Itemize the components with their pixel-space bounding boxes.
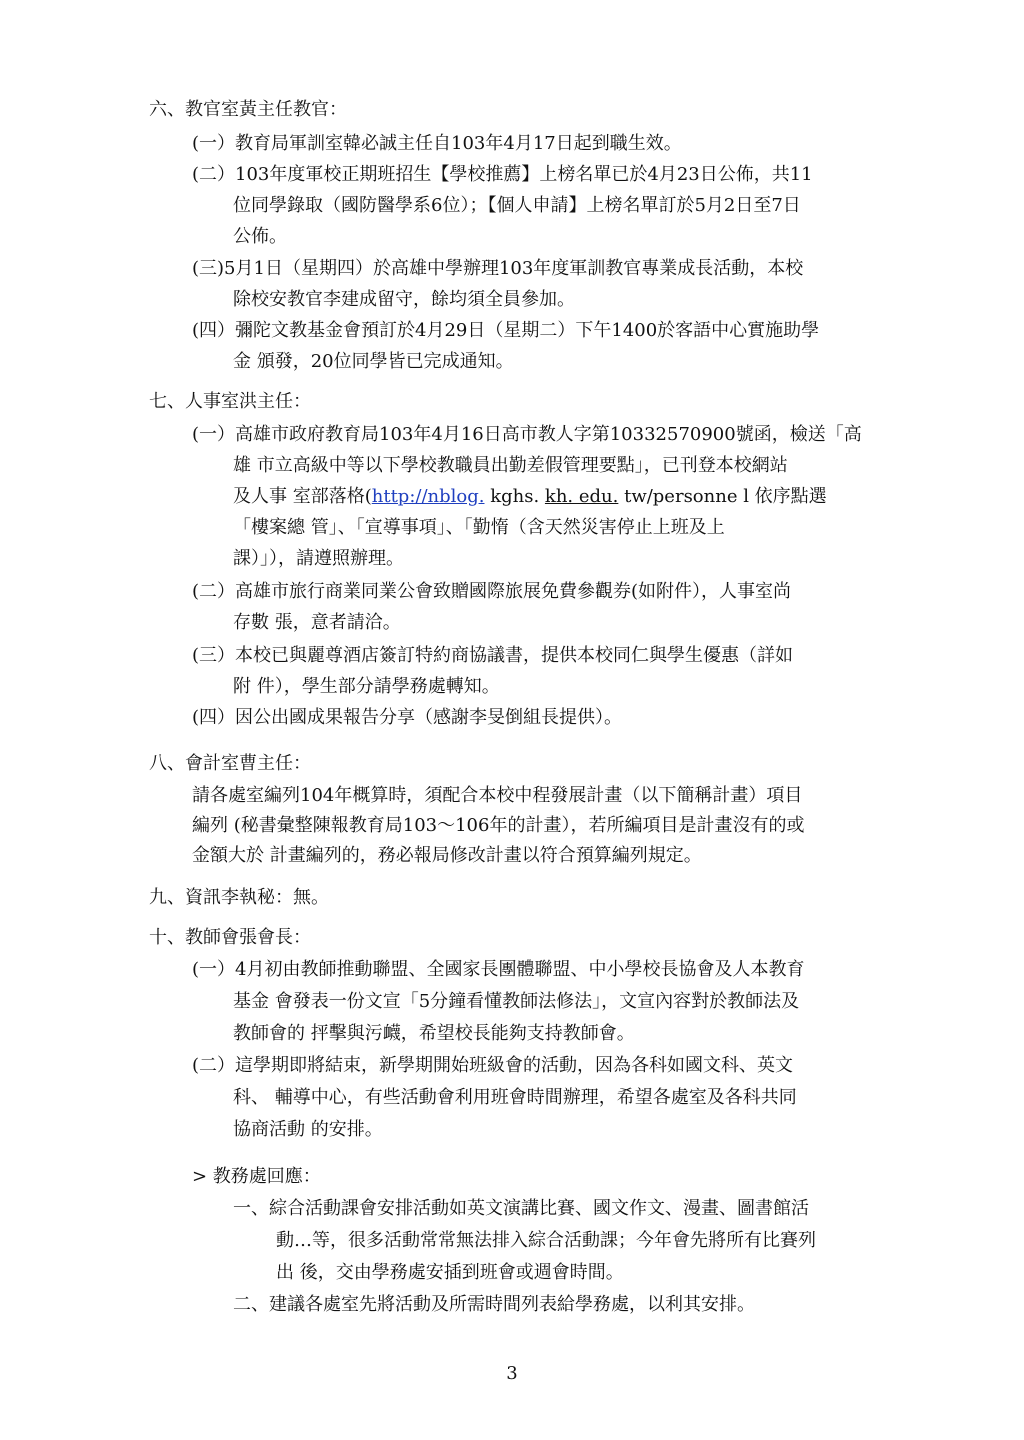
section-seven-item-1-cont: 課）」），請遵照辦理。 — [233, 548, 404, 569]
section-six-item-2-cont: 公佈。 — [233, 226, 287, 247]
blog-link[interactable]: http://nblog. — [371, 486, 485, 507]
section-six-item-1: (一）教育局軍訓室韓必誠主任自103年4月17日起到職生效。 — [192, 133, 682, 154]
section-six-item-2-cont: 位同學錄取（國防醫學系6位）；【個人申請】上榜名單訂於5月2日至7日 — [233, 195, 801, 216]
section-seven-item-1-cont: 雄 市立高級中等以下學校教職員出勤差假管理要點」，已刊登本校網站 — [233, 455, 788, 476]
response-item-2: 二、建議各處室先將活動及所需時間列表給學務處，以利其安排。 — [233, 1294, 755, 1315]
section-ten-item-2: (二）這學期即將結束，新學期開始班級會的活動，因為各科如國文科、英文 — [192, 1055, 794, 1076]
section-seven-item-1: (一）高雄市政府教育局103年4月16日高市教人字第10332570900號函，檢送「高 — [192, 424, 862, 445]
section-six-item-3: (三)5月1日（星期四）於高雄中學辦理103年度軍訓教官專業成長活動，本校 — [192, 258, 804, 279]
link-line-part-b: kh. edu. — [544, 486, 619, 507]
response-item-1-cont: 動…等，很多活動常常無法排入綜合活動課；今年會先將所有比賽列 — [276, 1230, 816, 1251]
section-heading-seven: 七、人事室洪主任： — [149, 391, 311, 412]
section-heading-eight: 八、會計室曹主任： — [149, 753, 311, 774]
section-ten-item-2-cont: 協商活動 的安排。 — [233, 1119, 383, 1140]
section-ten-item-1: (一）4月初由教師推動聯盟、全國家長團體聯盟、中小學校長協會及人本教育 — [192, 959, 805, 980]
section-seven-item-4: (四）因公出國成果報告分享（感謝李旻倒組長提供）。 — [192, 707, 623, 728]
link-line-prefix: 及人事 室部落格( — [233, 486, 372, 507]
section-six-item-2: (二）103年度軍校正期班招生【學校推薦】上榜名單已於4月23日公佈，共11 — [192, 164, 813, 185]
section-seven-item-2: (二）高雄市旅行商業同業公會致贈國際旅展免費參觀券(如附件），人事室尚 — [192, 581, 792, 602]
section-eight-paragraph: 請各處室編列104年概算時，須配合本校中程發展計畫（以下簡稱計畫）項目 — [192, 785, 803, 806]
section-six-item-3-cont: 除校安教官李建成留守，餘均須全員參加。 — [233, 289, 575, 310]
section-seven-item-3: (三）本校已與麗尊酒店簽訂特約商協議書，提供本校同仁與學生優惠（詳如 — [192, 645, 794, 666]
section-six-item-4: (四）彌陀文教基金會預訂於4月29日（星期二）下午1400於客語中心實施助學 — [192, 320, 820, 341]
section-seven-item-2-cont: 存數 張，意者請洽。 — [233, 612, 401, 633]
section-ten-item-2-cont: 科、 輔導中心，有些活動會利用班會時間辦理，希望各處室及各科共同 — [233, 1087, 797, 1108]
section-eight-paragraph: 金額大於 計畫編列的，務必報局修改計畫以符合預算編列規定。 — [192, 845, 702, 866]
response-heading: > 教務處回應： — [192, 1166, 321, 1187]
link-line-part-a: kghs. — [484, 486, 545, 507]
section-heading-six: 六、教官室黃主任教官： — [149, 99, 347, 120]
section-ten-item-1-cont: 基金 會發表一份文宣「5分鐘看懂教師法修法」，文宣內容對於教師法及 — [233, 991, 800, 1012]
section-eight-paragraph: 編列 (秘書彙整陳報教育局103～106年的計畫），若所編項目是計畫沒有的或 — [192, 815, 805, 836]
section-heading-ten: 十、教師會張會長： — [149, 927, 311, 948]
section-six-item-4-cont: 金 頒發，20位同學皆已完成通知。 — [233, 351, 514, 372]
section-seven-item-3-cont: 附 件），學生部分請學務處轉知。 — [233, 676, 500, 697]
section-heading-nine: 九、資訊李執秘：無。 — [149, 887, 329, 908]
section-seven-item-1-cont: 「樓案總 管」、「宣導事項」、「勤惰（含天然災害停止上班及上 — [233, 517, 725, 538]
response-item-1: 一、綜合活動課會安排活動如英文演講比賽、國文作文、漫畫、圖書館活 — [233, 1198, 809, 1219]
page-number: 3 — [506, 1363, 518, 1384]
link-line-part-c: tw/personne l 依序點選 — [618, 486, 827, 507]
section-ten-item-1-cont: 教師會的 抨擊與污衊，希望校長能夠支持教師會。 — [233, 1023, 635, 1044]
section-seven-item-1-link-line — [233, 484, 827, 510]
response-item-1-cont: 出 後，交由學務處安插到班會或週會時間。 — [276, 1262, 624, 1283]
